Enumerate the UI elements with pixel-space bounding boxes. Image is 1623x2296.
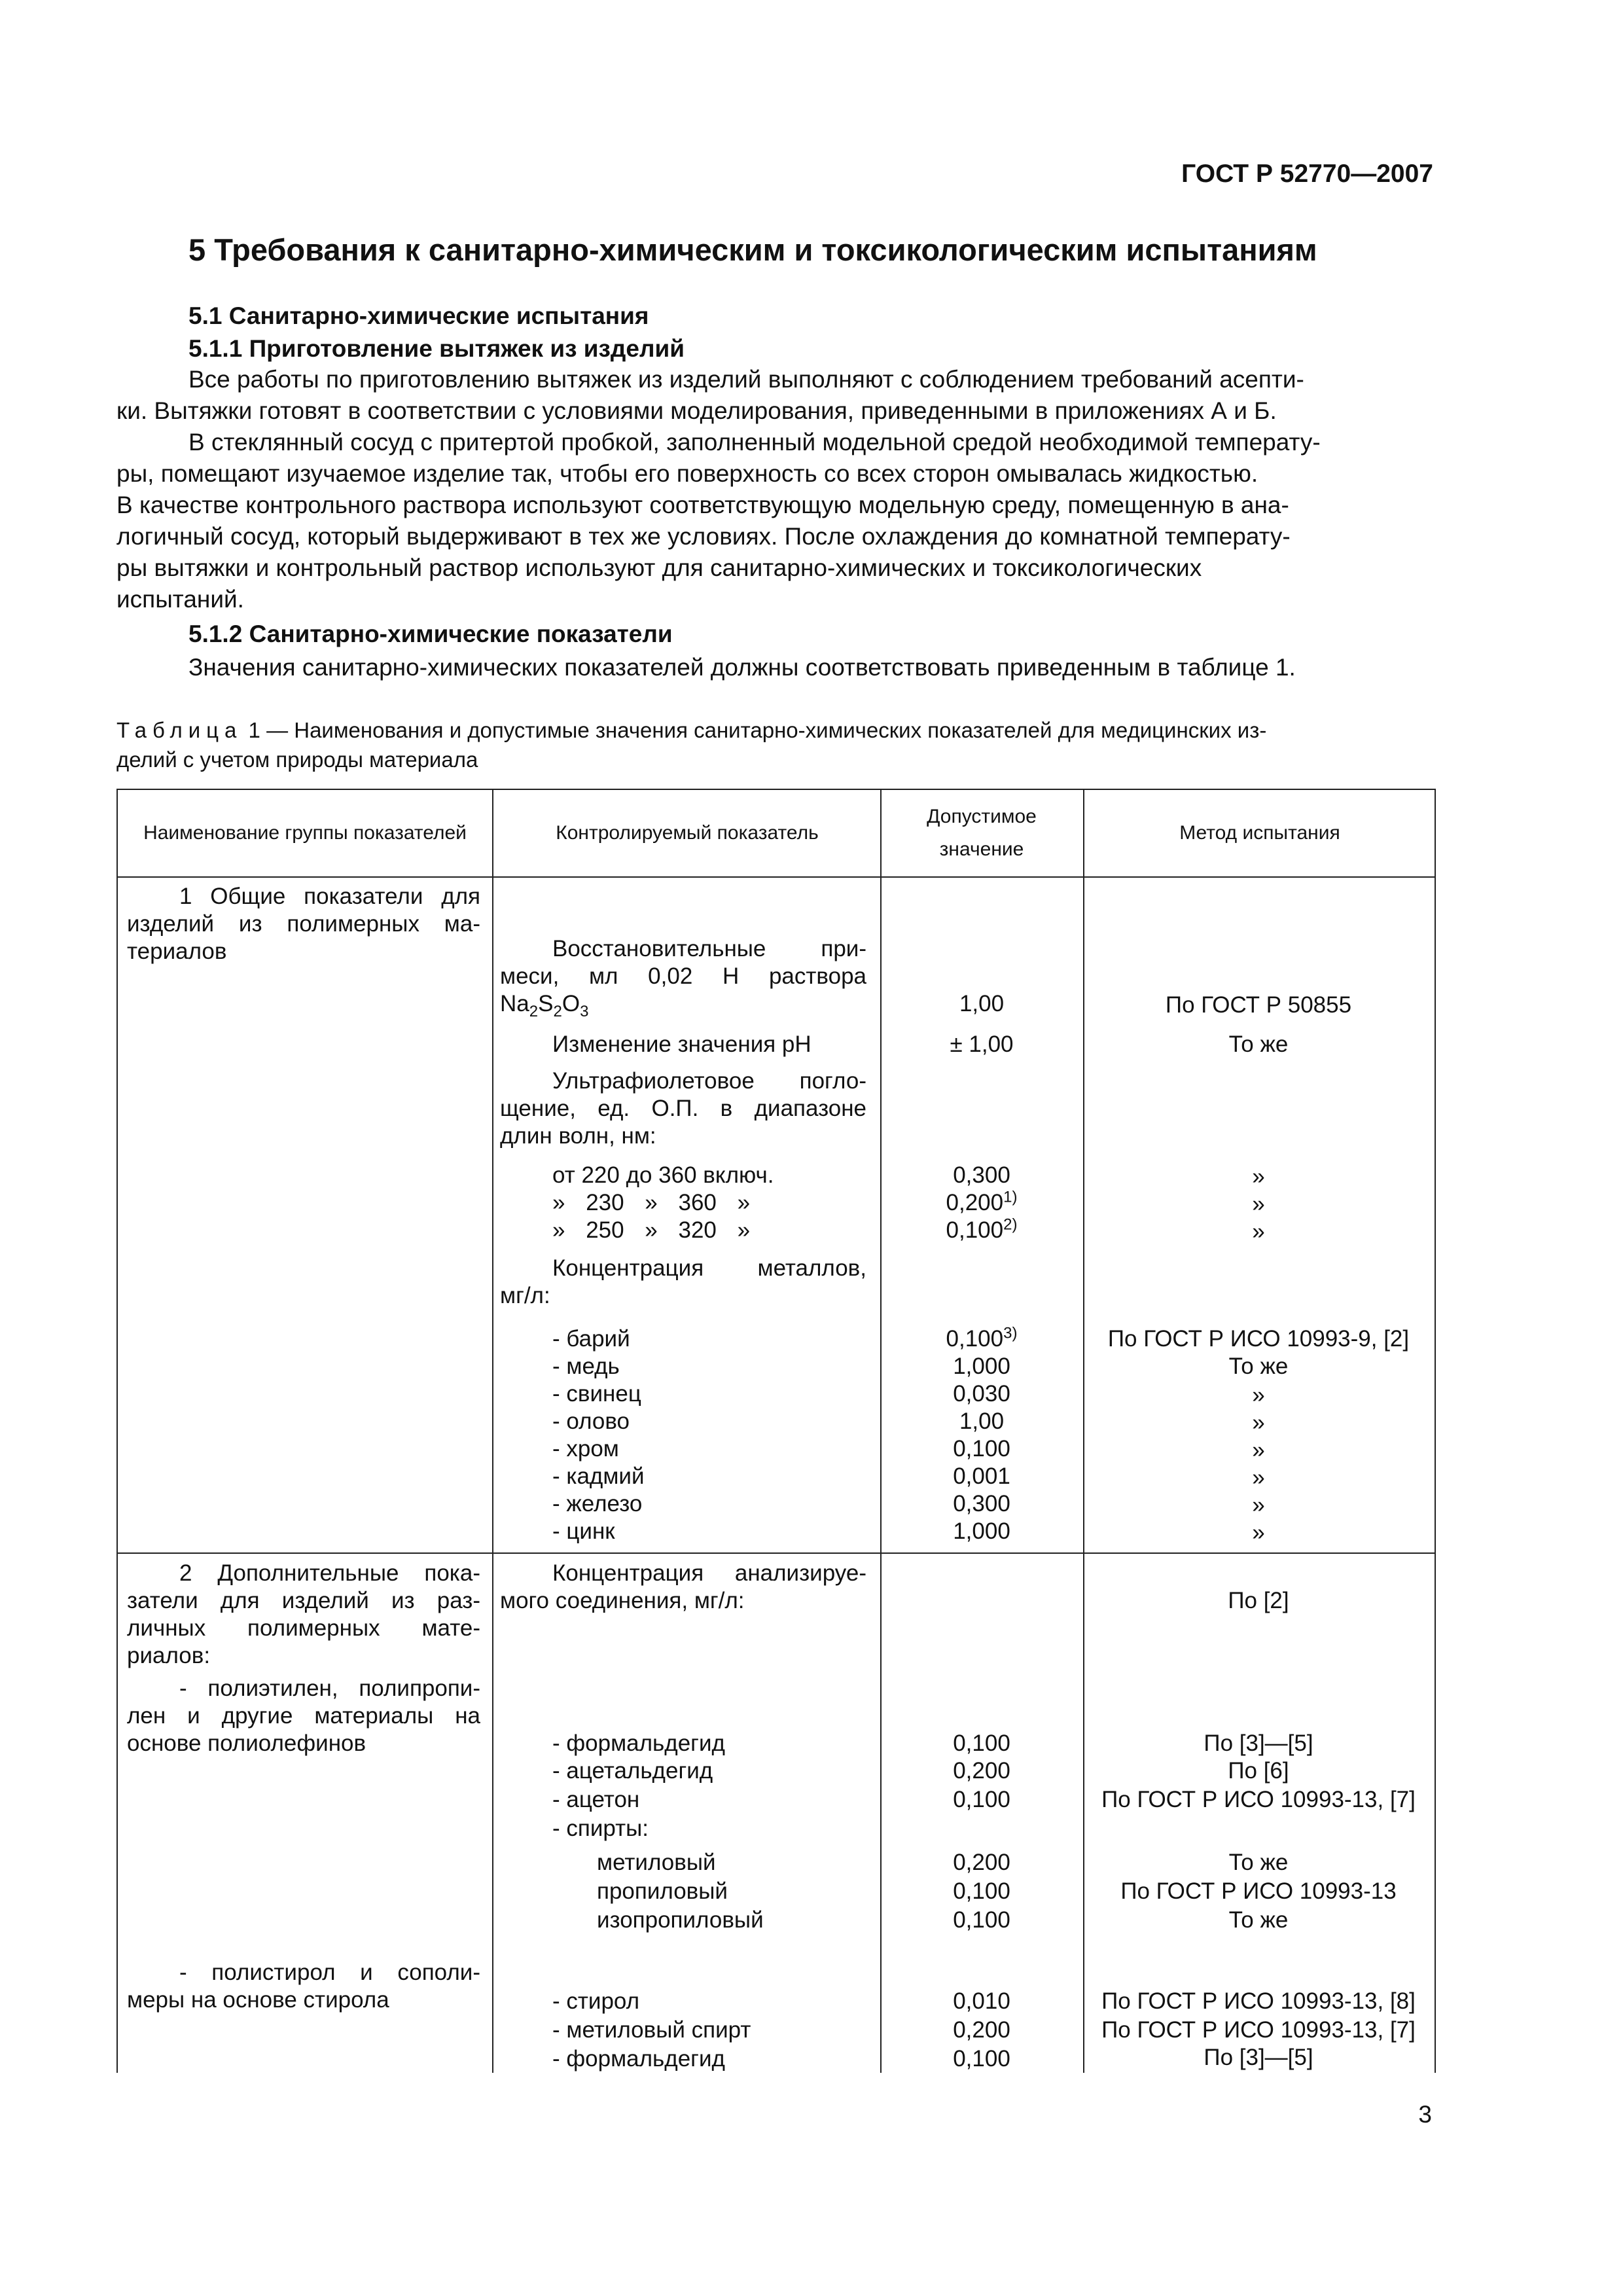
value-number: 0,200 [946, 1190, 1004, 1215]
method-methyl: То же [1228, 1850, 1289, 1875]
paragraph-preparation [116, 364, 1433, 427]
method-uv-2: » [1252, 1191, 1265, 1217]
group-line: териалов [127, 939, 227, 964]
indicator-reducing-impurities [500, 935, 866, 1018]
metal-barium: - барий [552, 1326, 630, 1352]
value-lead: 0,030 [953, 1381, 1010, 1407]
value-copper: 1,000 [953, 1354, 1010, 1379]
value-chromium: 0,100 [953, 1436, 1010, 1462]
paragraph-line: В качестве контрольного раствора используют соответствующую модельную среду, помещенную в ана- [116, 492, 1289, 518]
indicator-ph-change: Изменение значения pH [552, 1031, 812, 1057]
subsection-5-1-title: 5.1 Санитарно-химические испытания [188, 302, 649, 329]
compound-methyl-alcohol: - метиловый спирт [552, 2017, 751, 2043]
value-barium [883, 1325, 1080, 1353]
method-methyl-alcohol: По ГОСТ Р ИСО 10993-13, [7] [1101, 2017, 1416, 2043]
subsection-5-1-1-title: 5.1.1 Приготовление вытяжек из изделий [188, 335, 685, 362]
method-cadmium: » [1252, 1465, 1265, 1490]
alcohol-methyl: метиловый [597, 1850, 716, 1875]
value-number: 0,100 [946, 1326, 1004, 1352]
compound-formaldehyde: - формальдегид [552, 1731, 725, 1756]
value-number: 0,100 [946, 1217, 1004, 1243]
indicator-line: мого соединения, мг/л: [500, 1588, 745, 1613]
document-id: ГОСТ Р 52770—2007 [1181, 160, 1433, 188]
material-line: лен и другие материалы на [127, 1703, 480, 1729]
metal-lead: - свинец [552, 1381, 641, 1407]
method-uv-1: » [1252, 1164, 1265, 1189]
material-polyolefins [127, 1675, 480, 1757]
column-header-group: Наименование группы показателей [143, 822, 467, 844]
indicator-line: меси, мл 0,02 Н раствора [500, 963, 866, 989]
table-divider [492, 790, 493, 2073]
paragraph-reference-table [116, 652, 1433, 683]
paragraph-line: ры вытяжки и контрольный раствор используют для санитарно-химических и токсикологических [116, 554, 1202, 581]
table-caption-line: делий с учетом природы материала [116, 747, 478, 772]
footnote-ref: 1) [1003, 1188, 1018, 1206]
paragraph-line: испытаний. [116, 586, 244, 613]
metal-chromium: - хром [552, 1436, 619, 1462]
section-title: 5 Требования к санитарно-химическим и токсикологическим испытаниям [188, 232, 1317, 267]
compound-acetone: - ацетон [552, 1787, 640, 1812]
indicator-line: Концентрация анализируе- [552, 1560, 866, 1586]
paragraph-line: В стеклянный сосуд с притертой пробкой, заполненный модельной средой необходимой температу- [188, 429, 1321, 456]
group-1-name [127, 883, 480, 965]
method-zinc: » [1252, 1520, 1265, 1545]
method-barium: По ГОСТ Р ИСО 10993-9, [2] [1107, 1326, 1410, 1352]
group-line: риалов: [127, 1643, 211, 1668]
formula-part: Na [500, 991, 529, 1016]
metal-zinc: - цинк [552, 1518, 615, 1544]
method-copper: То же [1228, 1354, 1289, 1379]
column-header-indicator: Контролируемый показатель [556, 822, 819, 844]
compound-styrene: - стирол [552, 1988, 640, 2014]
value-reducing-impurities: 1,00 [959, 991, 1005, 1016]
material-line: - полиэтилен, полипропи- [179, 1676, 480, 1701]
material-line: - полистирол и сополи- [179, 1960, 480, 1985]
method-propyl: По ГОСТ Р ИСО 10993-13 [1120, 1878, 1397, 1904]
group-line: 1 Общие показатели для [179, 884, 480, 909]
compound-formaldehyde-ps: - формальдегид [552, 2046, 725, 2072]
indicator-line: щение, ед. О.П. в диапазоне [500, 1096, 866, 1121]
group-line: изделий из полимерных ма- [127, 911, 480, 937]
paragraph-line: логичный сосуд, который выдерживают в тех же условиях. После охлаждения до комнатной температу- [116, 523, 1291, 550]
method-styrene: По ГОСТ Р ИСО 10993-13, [8] [1101, 1988, 1416, 2014]
material-line: меры на основе стирола [127, 1987, 389, 2013]
value-uv-3 [883, 1217, 1080, 1244]
value-ph-change: ± 1,00 [950, 1031, 1014, 1057]
paragraph-line: Все работы по приготовлению вытяжек из изделий выполняют с соблюдением требований асепти- [188, 366, 1304, 393]
table-divider [1083, 790, 1084, 2073]
value-methyl: 0,200 [953, 1850, 1010, 1875]
paragraph-procedure [116, 427, 1433, 615]
uv-range-230-360: » 230 » 360 » [552, 1190, 751, 1215]
group-2-name [127, 1560, 480, 1670]
group-line: 2 Дополнительные пока- [179, 1560, 480, 1586]
page-number: 3 [1418, 2101, 1432, 2128]
formula-part: S [538, 991, 554, 1016]
value-isopropyl: 0,100 [953, 1907, 1010, 1933]
group-line: затели для изделий из раз- [127, 1588, 480, 1613]
column-header-value: Допустимое значение [927, 806, 1037, 860]
method-reducing-impurities: По ГОСТ Р 50855 [1165, 992, 1352, 1018]
group-line: личных полимерных мате- [127, 1615, 480, 1641]
uv-range-220-360: от 220 до 360 включ. [552, 1162, 774, 1188]
indicator-line: Концентрация металлов, [552, 1255, 866, 1281]
indicator-line: Ультрафиолетовое погло- [552, 1068, 866, 1094]
formula-part: 2 [553, 1003, 562, 1020]
table-divider [118, 1552, 1435, 1554]
method-lead: » [1252, 1382, 1265, 1408]
table-caption [116, 715, 1433, 774]
value-uv-1: 0,300 [953, 1162, 1010, 1188]
formula-part: O [562, 991, 580, 1016]
metal-cadmium: - кадмий [552, 1463, 645, 1489]
indicator-metal-concentration [500, 1255, 866, 1310]
alcohol-isopropyl: изопропиловый [597, 1907, 764, 1933]
value-cadmium: 0,001 [953, 1463, 1010, 1489]
method-ph-change: То же [1228, 1031, 1289, 1057]
paragraph-line: Значения санитарно-химических показателей должны соответствовать приведенным в таблице 1. [188, 654, 1296, 681]
indicator-uv-absorption [500, 1067, 866, 1150]
method-acetaldehyde: По [6] [1228, 1758, 1289, 1784]
value-formaldehyde-ps: 0,100 [953, 2046, 1010, 2072]
value-iron: 0,300 [953, 1491, 1010, 1516]
table-caption-label: Таблица [116, 718, 243, 742]
subsection-5-1-2-title: 5.1.2 Санитарно-химические показатели [188, 620, 673, 647]
column-header-method: Метод испытания [1179, 822, 1340, 844]
footnote-ref: 3) [1003, 1324, 1018, 1342]
metal-tin: - олово [552, 1408, 630, 1434]
method-acetone: По ГОСТ Р ИСО 10993-13, [7] [1101, 1787, 1416, 1812]
method-compound-concentration: По [2] [1228, 1588, 1289, 1613]
value-acetone: 0,100 [953, 1787, 1010, 1812]
method-formaldehyde: По [3]—[5] [1204, 1731, 1313, 1756]
table-divider [118, 876, 1435, 878]
method-isopropyl: То же [1228, 1907, 1289, 1933]
paragraph-line: ки. Вытяжки готовят в соответствии с условиями моделирования, приведенными в приложениях А и Б. [116, 397, 1277, 424]
metal-iron: - железо [552, 1491, 643, 1516]
compound-alcohols: - спирты: [552, 1816, 649, 1841]
indicator-line: мг/л: [500, 1283, 550, 1308]
method-iron: » [1252, 1492, 1265, 1518]
alcohol-propyl: пропиловый [597, 1878, 728, 1904]
compound-acetaldehyde: - ацетальдегид [552, 1758, 713, 1784]
formula-part: 3 [580, 1003, 589, 1020]
value-acetaldehyde: 0,200 [953, 1758, 1010, 1784]
table-caption-text: 1 — Наименования и допустимые значения санитарно-химических показателей для медицинских из- [242, 718, 1267, 742]
value-zinc: 1,000 [953, 1518, 1010, 1544]
value-uv-2 [883, 1189, 1080, 1217]
value-formaldehyde: 0,100 [953, 1731, 1010, 1756]
footnote-ref: 2) [1003, 1215, 1018, 1234]
method-uv-3: » [1252, 1219, 1265, 1244]
indicator-compound-concentration [500, 1560, 866, 1615]
value-tin: 1,00 [959, 1408, 1005, 1434]
table-sanitary-chemical-indicators [116, 789, 1436, 2073]
table-divider [880, 790, 882, 2073]
uv-range-250-320: » 250 » 320 » [552, 1217, 751, 1243]
paragraph-line: ры, помещают изучаемое изделие так, чтобы его поверхность со всех сторон омывалась жидкостью. [116, 460, 1258, 487]
material-polystyrene [127, 1959, 480, 2014]
formula-part: 2 [529, 1003, 539, 1020]
method-tin: » [1252, 1410, 1265, 1435]
value-styrene: 0,010 [953, 1988, 1010, 2014]
indicator-line: длин волн, нм: [500, 1123, 656, 1149]
method-formaldehyde-ps: По [3]—[5] [1204, 2045, 1313, 2070]
method-chromium: » [1252, 1437, 1265, 1463]
material-line: основе полиолефинов [127, 1731, 366, 1756]
indicator-line: Восстановительные при- [552, 936, 866, 961]
value-methyl-alcohol: 0,200 [953, 2017, 1010, 2043]
value-propyl: 0,100 [953, 1878, 1010, 1904]
metal-copper: - медь [552, 1354, 620, 1379]
